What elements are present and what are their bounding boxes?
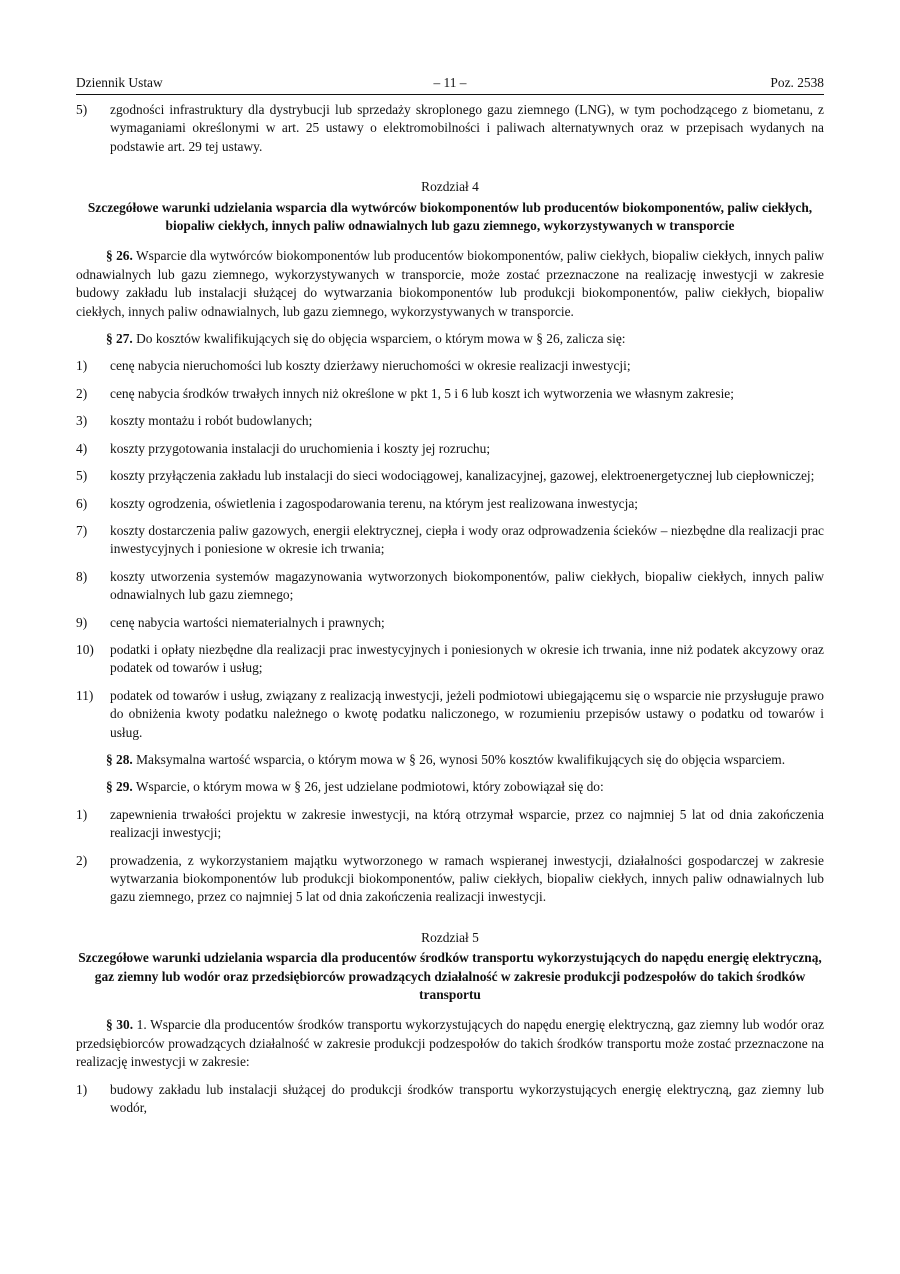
chapter-4-title: Szczegółowe warunki udzielania wsparcia dla wytwórców biokomponentów lub producentów biokomponentów, paliw ciekłych, biopaliw ciekłych, innych paliw odnawialnych lub gazu ziemnego, wykorzystywanych w transporcie — [87, 199, 813, 234]
section-text: 1. Wsparcie dla producentów środków transportu wykorzystujących do napędu energię elektryczną, gaz ziemny lub wodór oraz przedsiębiorców prowadzących działalność w zakresie produkcji podzespołów do takich środków transportu może zostać przeznaczone na realizację inwestycji w zakresie: — [76, 1017, 825, 1070]
section-text: Maksymalna wartość wsparcia, o którym mowa w § 26, wynosi 50% kosztów kwalifikujących się do objęcia wsparciem. — [132, 751, 786, 767]
list-item — [76, 357, 824, 375]
list-item — [76, 852, 824, 907]
item-text: cenę nabycia środków trwałych innych niż określone w pkt 1, 5 i 6 lub koszt ich wytworzenia we własnym zakresie; — [110, 385, 734, 401]
section-text: Wsparcie, o którym mowa w § 26, jest udzielane podmiotowi, który zobowiązał się do: — [132, 779, 604, 795]
chapter-4-label: Rozdział 4 — [421, 179, 479, 195]
section-mark: § 29. — [106, 779, 133, 795]
section-26 — [76, 247, 824, 321]
item-text: budowy zakładu lub instalacji służącej do produkcji środków transportu wykorzystujących energię elektryczną, gaz ziemny lub wodór, — [110, 1081, 824, 1116]
item-number: 8) — [76, 568, 88, 584]
journal-name: Dziennik Ustaw — [76, 75, 163, 90]
list-item — [76, 1081, 824, 1118]
section-text: Wsparcie dla wytwórców biokomponentów lub producentów biokomponentów, paliw ciekłych, biopaliw ciekłych, innych paliw odnawialnych lub gazu ziemnego, wykorzystywanych w transporcie, może zostać przeznaczone na realizację inwestycji w zakresie budowy zakładu lub instalacji służącej do wytwarzania biokomponentów lub produkcji biokomponentów, paliw ciekłych, biopaliw ciekłych, innych paliw odnawialnych, lub gazu ziemnego, wykorzystywanych w transporcie. — [76, 248, 825, 319]
chapter-5-title: Szczegółowe warunki udzielania wsparcia dla producentów środków transportu wykorzystujących do napędu energię elektryczną, gaz ziemny lub wodór oraz przedsiębiorców prowadzących działalność w zakresie produkcji podzespołów do takich środków transportu — [78, 950, 822, 1003]
item-number: 10) — [76, 641, 94, 657]
item-text: zgodności infrastruktury dla dystrybucji lub sprzedaży skroplonego gazu ziemnego (LNG), w tym pochodzącego z biometanu, z wymaganiami określonymi w art. 25 ustawy o elektromobilności i paliwach alternatywnych oraz w przepisach wydanych na podstawie art. 29 tej ustawy. — [110, 102, 824, 154]
list-item — [76, 522, 824, 559]
list-item — [76, 385, 824, 403]
section-mark: § 28. — [106, 751, 133, 767]
section-mark: § 30. — [106, 1017, 134, 1033]
section-30 — [76, 1016, 824, 1071]
item-number: 5) — [76, 468, 88, 484]
list-item — [76, 614, 824, 632]
section-mark: § 27. — [106, 331, 133, 347]
position-number: Poz. 2538 — [770, 75, 824, 90]
list-item — [76, 568, 824, 605]
list-item — [76, 641, 824, 678]
item-number: 1) — [76, 358, 88, 374]
item-number: 4) — [76, 440, 88, 456]
item-text: koszty przygotowania instalacji do uruchomienia i koszty jej rozruchu; — [110, 440, 491, 456]
list-item — [76, 467, 824, 485]
item-text: zapewnienia trwałości projektu w zakresie inwestycji, na którą otrzymał wsparcie, przez co najmniej 5 lat od dnia zakończenia realizacji inwestycji; — [110, 806, 824, 841]
section-mark: § 26. — [106, 248, 133, 264]
item-number: 2) — [76, 852, 88, 868]
item-text: koszty montażu i robót budowlanych; — [110, 413, 313, 429]
item-text: koszty przyłączenia zakładu lub instalacji do sieci wodociągowej, kanalizacyjnej, gazowej, elektroenergetycznej lub ciepłowniczej; — [110, 468, 815, 484]
list-item — [76, 440, 824, 458]
item-text: koszty utworzenia systemów magazynowania wytworzonych biokomponentów, paliw ciekłych, biopaliw ciekłych, innych paliw odnawialnych lub gazu ziemnego; — [110, 568, 824, 603]
chapter-5-label: Rozdział 5 — [421, 929, 479, 945]
item-number: 5) — [76, 102, 88, 117]
item-number: 7) — [76, 522, 88, 538]
section-27 — [76, 330, 824, 348]
item-number: 1) — [76, 806, 88, 822]
list-item — [76, 495, 824, 513]
item-number: 1) — [76, 1081, 88, 1097]
item-text: cenę nabycia nieruchomości lub koszty dzierżawy nieruchomości w okresie realizacji inwestycji; — [110, 358, 631, 374]
section-28 — [76, 751, 824, 769]
page-number: – 11 – — [433, 75, 467, 90]
list-item — [76, 806, 824, 843]
page-header — [76, 74, 824, 95]
section-29 — [76, 778, 824, 796]
item-text: podatki i opłaty niezbędne dla realizacji prac inwestycyjnych i poniesionych w okresie ich trwania, inne niż podatek akcyzowy oraz podatek od towarów i usług; — [110, 641, 824, 676]
list-item — [76, 687, 824, 742]
list-item — [76, 101, 824, 156]
item-number: 2) — [76, 385, 88, 401]
item-number: 9) — [76, 614, 88, 630]
item-number: 3) — [76, 413, 88, 429]
item-text: prowadzenia, z wykorzystaniem majątku wytworzonego w ramach wspieranej inwestycji, działalności gospodarczej w zakresie wytwarzania biokomponentów lub produkcji biokomponentów, paliw ciekłych, biopaliw ciekłych, innych paliw odnawialnych lub gazu ziemnego, przez co najmniej 5 lat od dnia zakończenia realizacji inwestycji. — [110, 852, 824, 905]
item-text: cenę nabycia wartości niematerialnych i prawnych; — [110, 614, 385, 630]
section-text: Do kosztów kwalifikujących się do objęcia wsparciem, o którym mowa w § 26, zalicza się: — [132, 331, 626, 347]
item-text: koszty dostarczenia paliw gazowych, energii elektrycznej, ciepła i wody oraz odprowadzenia ścieków – niezbędne dla realizacji prac inwestycyjnych i poniesione w okresie ich trwania; — [110, 522, 824, 557]
item-text: podatek od towarów i usług, związany z realizacją inwestycji, jeżeli podmiotowi ubiegającemu się o wsparcie nie przysługuje prawo do obniżenia kwoty podatku należnego o kwotę podatku naliczonego, w rozumieniu przepisów ustawy o podatku od towarów i usług. — [110, 687, 824, 740]
list-item — [76, 412, 824, 430]
item-number: 6) — [76, 495, 88, 511]
item-number: 11) — [76, 687, 94, 703]
item-text: koszty ogrodzenia, oświetlenia i zagospodarowania terenu, na którym jest realizowana inwestycja; — [110, 495, 639, 511]
